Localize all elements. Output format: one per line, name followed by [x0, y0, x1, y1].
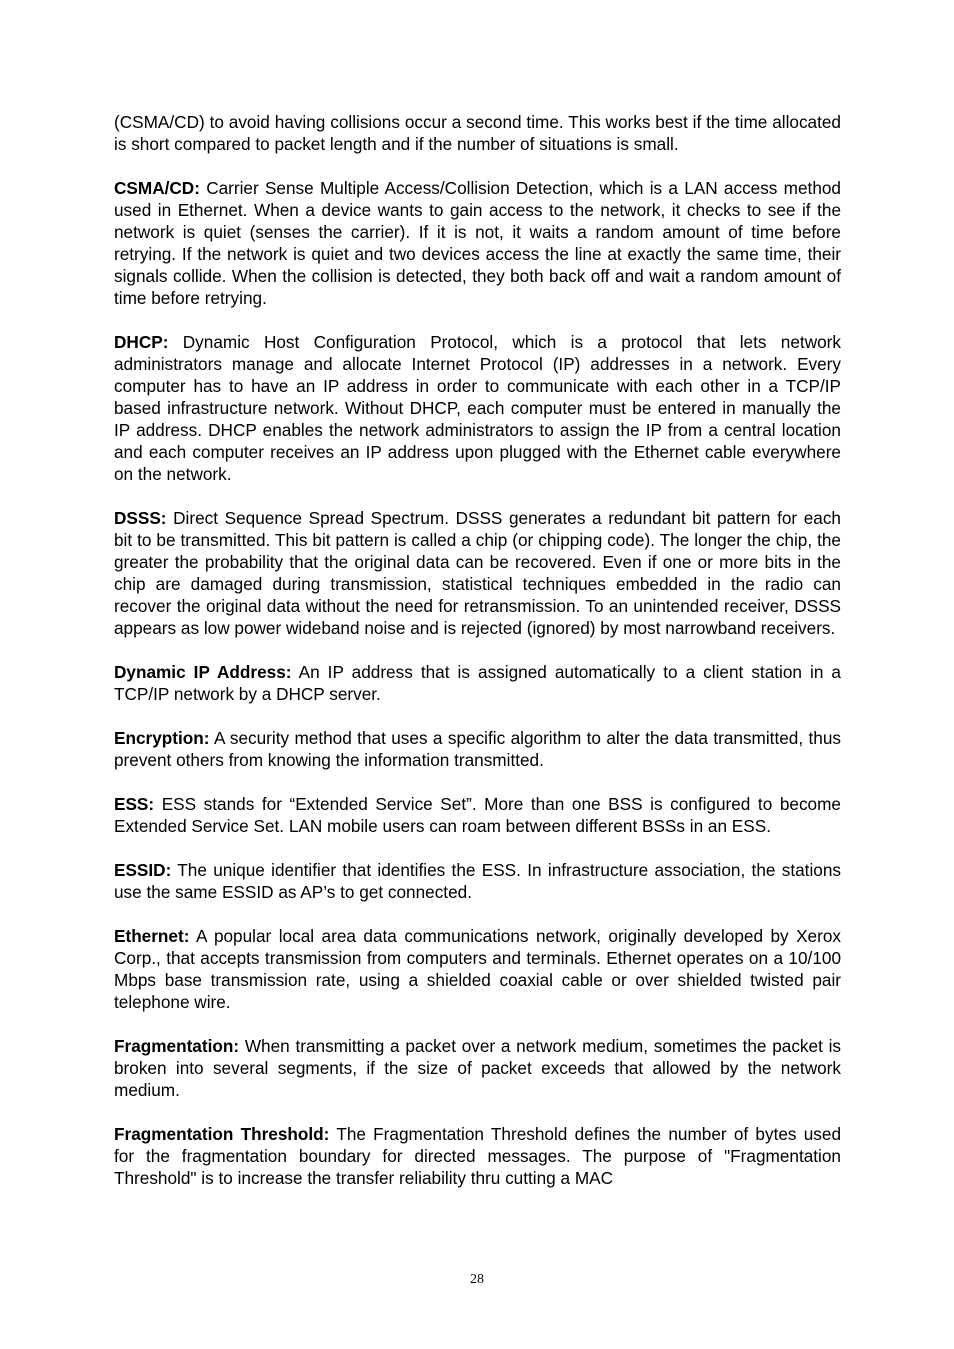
entry-term: ESSID:: [114, 860, 172, 880]
entry-ethernet: [114, 925, 841, 1013]
entry-csma-cd: [114, 177, 841, 309]
entry-term: Dynamic IP Address:: [114, 662, 292, 682]
entry-definition: The unique identifier that identifies the ESS. In infrastructure association, the stations use the same ESSID as AP’s to get connected.: [114, 860, 841, 902]
entry-term: Fragmentation:: [114, 1036, 240, 1056]
entry-term: DHCP:: [114, 332, 169, 352]
entry-definition: Dynamic Host Configuration Protocol, which is a protocol that lets network administrators manage and allocate Internet Protocol (IP) addresses in a network. Every computer has to have an IP address in order to communicate with each other in a TCP/IP based infrastructure network. Without DHCP, each computer must be entered in manually the IP address. DHCP enables the network administrators to assign the IP from a central location and each computer receives an IP address upon plugged with the Ethernet cable everywhere on the network.: [114, 332, 841, 484]
entry-definition: A security method that uses a specific algorithm to alter the data transmitted, thus prevent others from knowing the information transmitted.: [114, 728, 841, 770]
entry-definition: A popular local area data communications network, originally developed by Xerox Corp., that accepts transmission from computers and terminals. Ethernet operates on a 10/100 Mbps base transmission rate, using a shielded coaxial cable or over shielded twisted pair telephone wire.: [114, 926, 841, 1012]
intro-paragraph: (CSMA/CD) to avoid having collisions occur a second time. This works best if the time allocated is short compared to packet length and if the number of situations is small.: [114, 112, 841, 154]
entry-definition: ESS stands for “Extended Service Set”. More than one BSS is configured to become Extended Service Set. LAN mobile users can roam between different BSSs in an ESS.: [114, 794, 841, 836]
entry-dhcp: [114, 331, 841, 485]
entry-definition: An IP address that is assigned automatically to a client station in a TCP/IP network by a DHCP server.: [114, 662, 841, 704]
entry-definition: Direct Sequence Spread Spectrum. DSSS generates a redundant bit pattern for each bit to be transmitted. This bit pattern is called a chip (or chipping code). The longer the chip, the greater the probability that the original data can be recovered. Even if one or more bits in the chip are damaged during transmission, statistical techniques embedded in the radio can recover the original data without the need for retransmission. To an unintended receiver, DSSS appears as low power wideband noise and is rejected (ignored) by most narrowband receivers.: [114, 508, 841, 638]
entry-dsss: [114, 507, 841, 639]
entry-definition: Carrier Sense Multiple Access/Collision Detection, which is a LAN access method used in Ethernet. When a device wants to gain access to the network, it checks to see if the network is quiet (senses the carrier). If it is not, it waits a random amount of time before retrying. If the network is quiet and two devices access the line at exactly the same time, their signals collide. When the collision is detected, they both back off and wait a random amount of time before retrying.: [114, 178, 841, 308]
entry-dynamic-ip-address: [114, 661, 841, 705]
entry-encryption: [114, 727, 841, 771]
entry-term: Fragmentation Threshold:: [114, 1124, 330, 1144]
entry-definition: When transmitting a packet over a network medium, sometimes the packet is broken into several segments, if the size of packet exceeds that allowed by the network medium.: [114, 1036, 841, 1100]
entry-term: DSSS:: [114, 508, 167, 528]
entry-term: Encryption:: [114, 728, 210, 748]
entry-fragmentation: [114, 1035, 841, 1101]
entry-essid: [114, 859, 841, 903]
entry-fragmentation-threshold: [114, 1123, 841, 1189]
page-number: 28: [470, 1272, 484, 1287]
entry-term: ESS:: [114, 794, 155, 814]
entry-term: Ethernet:: [114, 926, 190, 946]
entry-definition: The Fragmentation Threshold defines the number of bytes used for the fragmentation boundary for directed messages. The purpose of "Fragmentation Threshold" is to increase the transfer reliability thru cutting a MAC: [114, 1124, 841, 1188]
entry-ess: [114, 793, 841, 837]
entry-term: CSMA/CD:: [114, 178, 200, 198]
glossary-page: [114, 111, 841, 1211]
